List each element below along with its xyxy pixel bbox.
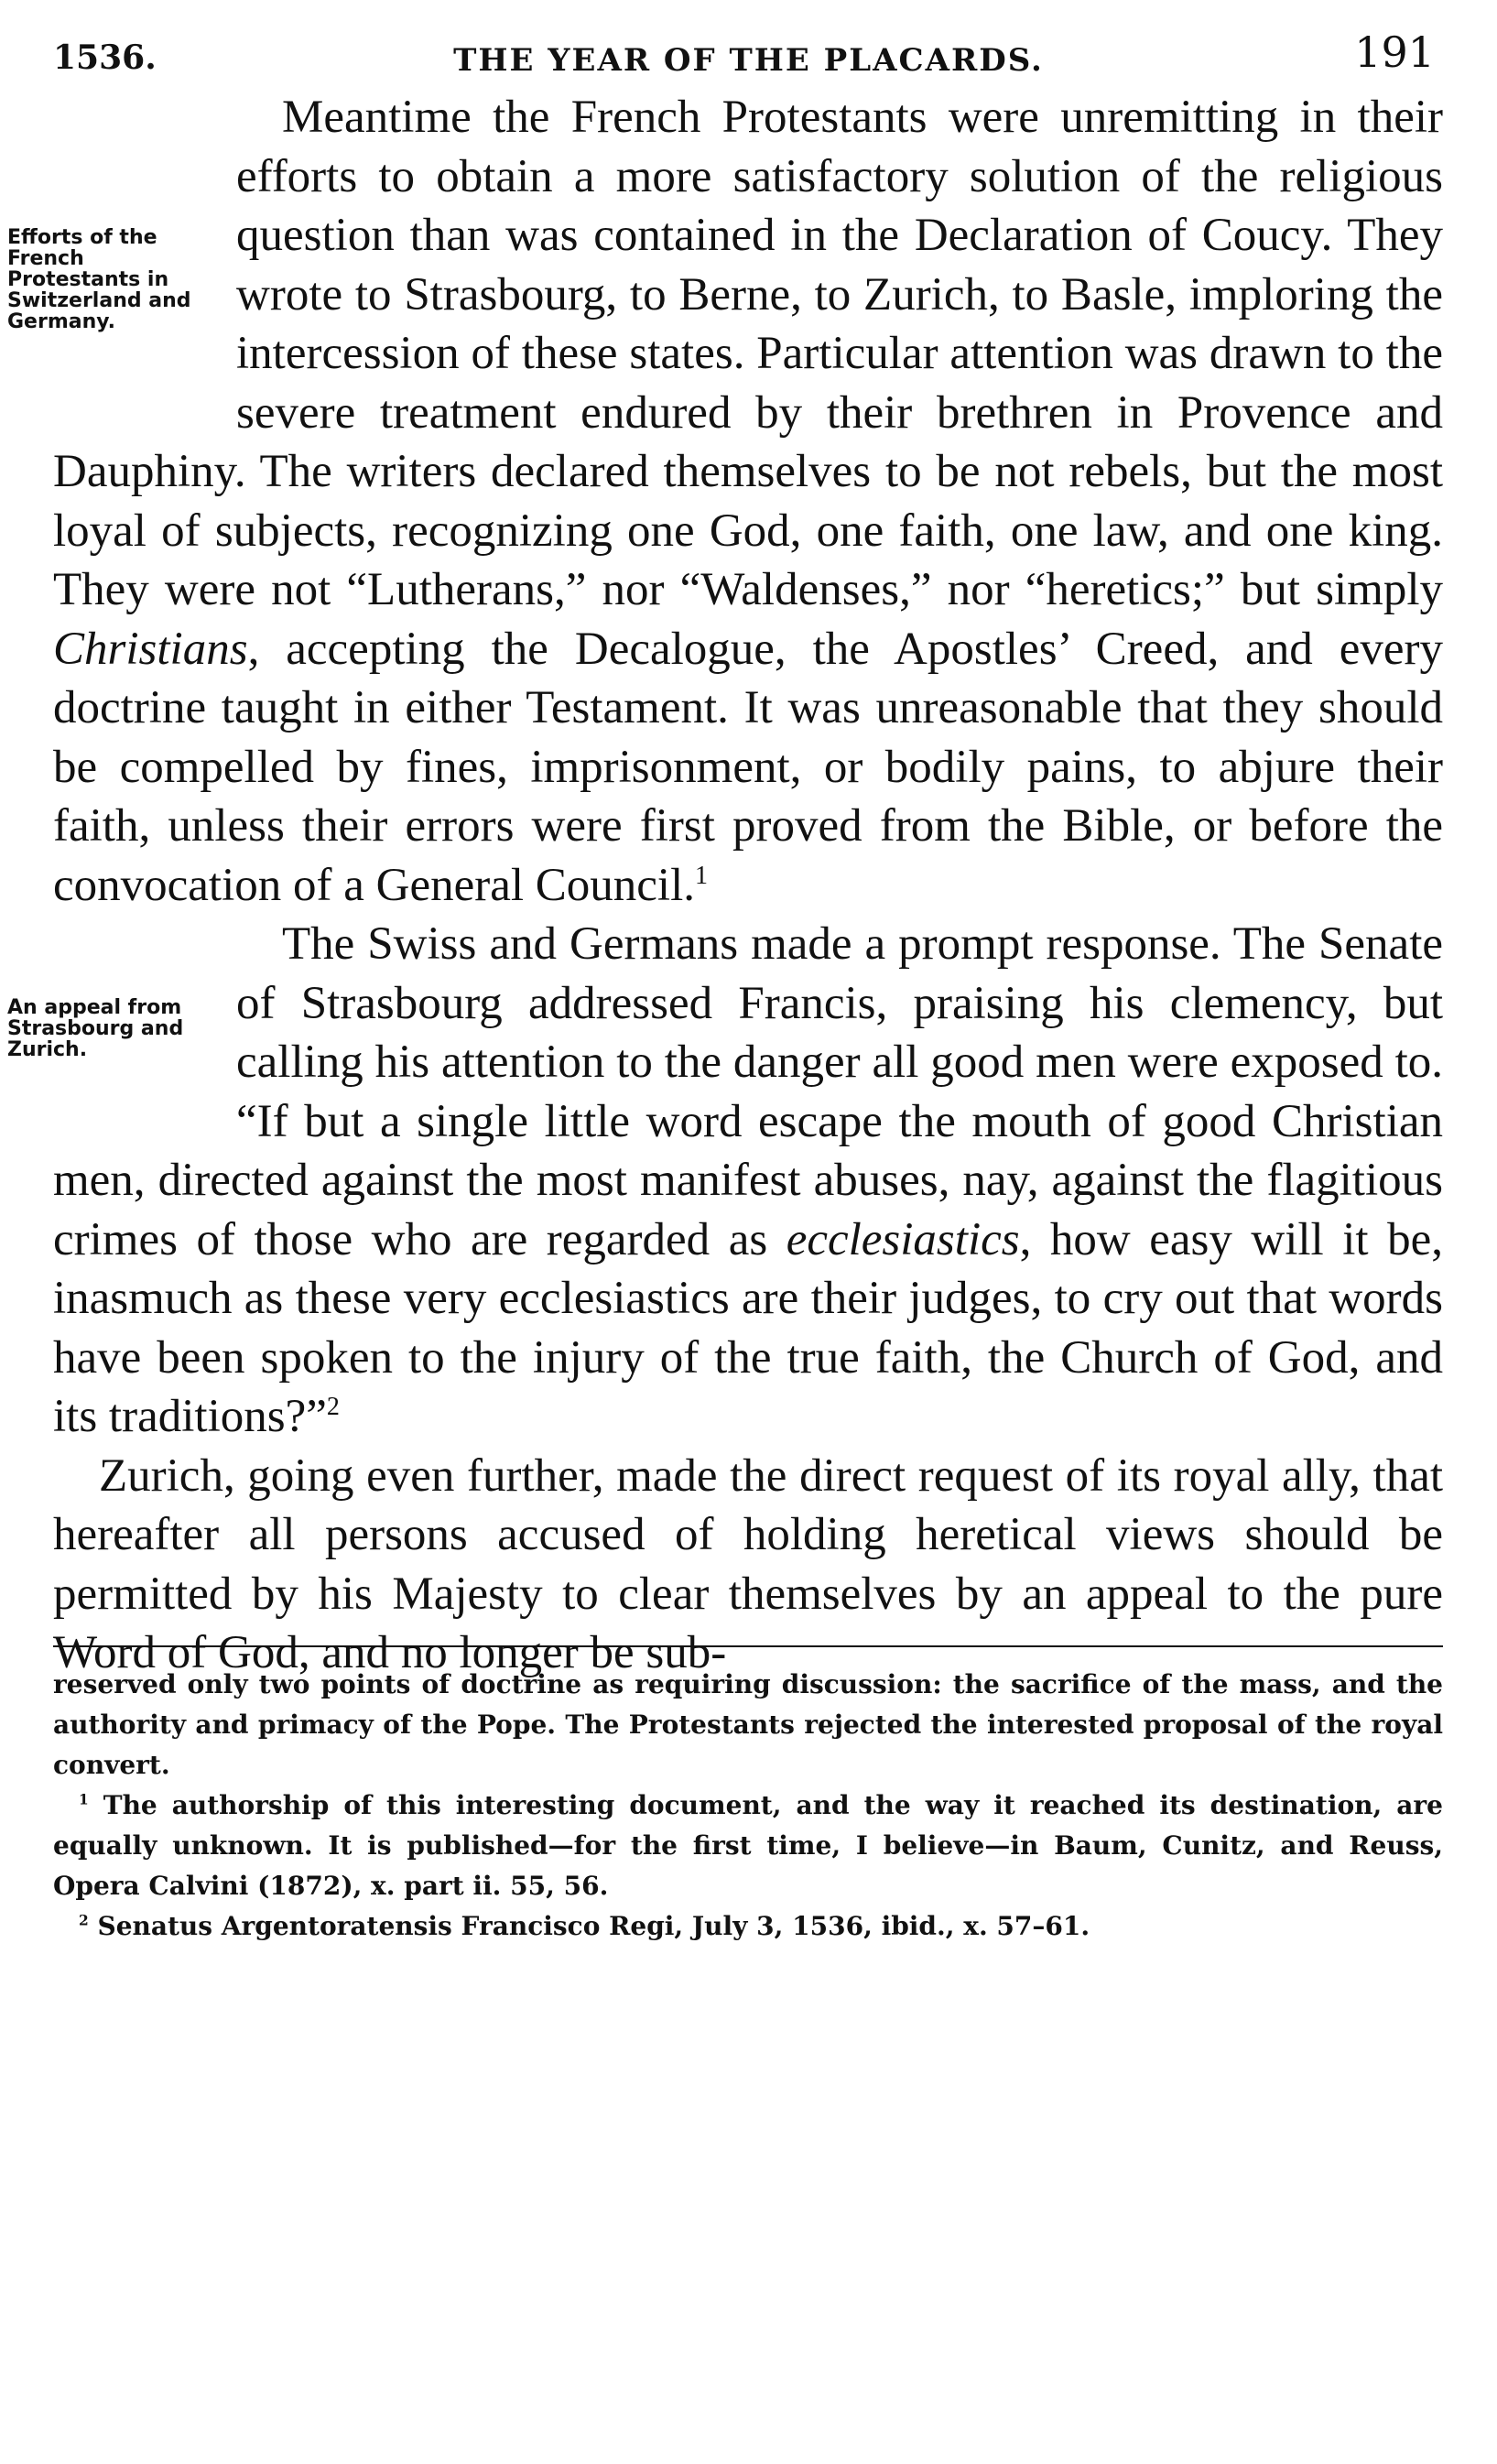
margin-note-efforts: Efforts of the French Protestants in Switzerland and Germany. [7,226,191,333]
running-head-title: THE YEAR OF THE PLACARDS. [453,42,1044,79]
footnote-1-text: The authorship of this interesting document, and the way it reached its destination, are equally unknown. It is published—for the first time, I believe—in Baum, Cunitz, and Reuss, Opera Calvini (1872), x. part ii. 55, 56. [53,1790,1443,1901]
footnote-continued: reserved only two points of doctrine as requiring discussion: the sacrifice of the mass, and the authority and primacy of the Pope. The Protestants rejected the interested proposal of the royal convert. [53,1669,1443,1780]
paragraph-2-text-b: , how easy will it be, inasmuch as these very ecclesiastics are their judges, to cry out that words have been spoken to the injury of the true faith, the Church of God, and its traditions?” [53,1213,1443,1442]
footnote-1 [53,1786,1443,1906]
footnote-divider [53,1645,1443,1647]
paragraph-1 [7,88,1443,915]
paragraph-1-text-a: Meantime the French Protestants were unremitting in their efforts to obtain a more satisfactory solution of the religious question than was contained in the Declaration of Coucy. They wrote to Strasbourg, to Berne, to Zurich, to Basle, imploring the intercession of these states. Particular attention was drawn to the severe treatment endured by their brethren in Provence and Dauphiny. The writers declared themselves to be not rebels, but the most loyal of subjects, recognizing one God, one faith, one law, and one king. They were not “Lutherans,” nor “Waldenses,” nor “heretics;” but simply [53,92,1443,615]
paragraph-1-text-b: , accepting the Decalogue, the Apostles’ Creed, and every doctrine taught in either Testament. It was unreasonable that they should be compelled by fines, imprisonment, or bodily pains, to abjure their faith, unless their errors were first proved from the Bible, or before the convocation of a General Council. [53,623,1443,911]
footnote-2-text: Senatus Argentoratensis Francisco Regi, July 3, 1536, ibid., x. 57–61. [88,1911,1090,1941]
footnote-ref-1[interactable]: 1 [695,861,709,890]
paragraph-2-italic: ecclesiastics [786,1213,1020,1265]
paragraph-2 [7,915,1443,1447]
paragraph-2-text-a: The Swiss and Germans made a prompt response. The Senate of Strasbourg addressed Francis, praising his clemency, but calling his attention to the danger all good men were exposed to. “If but a single little word escape the mouth of good Christian men, directed against the most manifest abuses, nay, against the flagitious crimes of those who are regarded as [53,918,1443,1265]
footnote-2 [53,1906,1443,1947]
footnote-ref-2[interactable]: 2 [326,1393,340,1421]
page-number: 191 [1354,27,1435,77]
margin-note-appeal: An appeal from Strasbourg and Zurich. [7,996,184,1061]
main-text [7,88,1443,1683]
paragraph-3: Zurich, going even further, made the direct request of its royal ally, that hereafter all persons accused of holding heretical views should be permitted by his Majesty to clear themselves by an appeal to the pure Word of God, and no longer be sub- [53,1449,1443,1678]
footnote-1-mark: 1 [79,1791,89,1808]
footnotes [53,1665,1443,1947]
running-head-year: 1536. [53,38,157,77]
paragraph-1-italic: Christians [53,623,248,675]
footnote-2-mark: 2 [79,1912,89,1929]
